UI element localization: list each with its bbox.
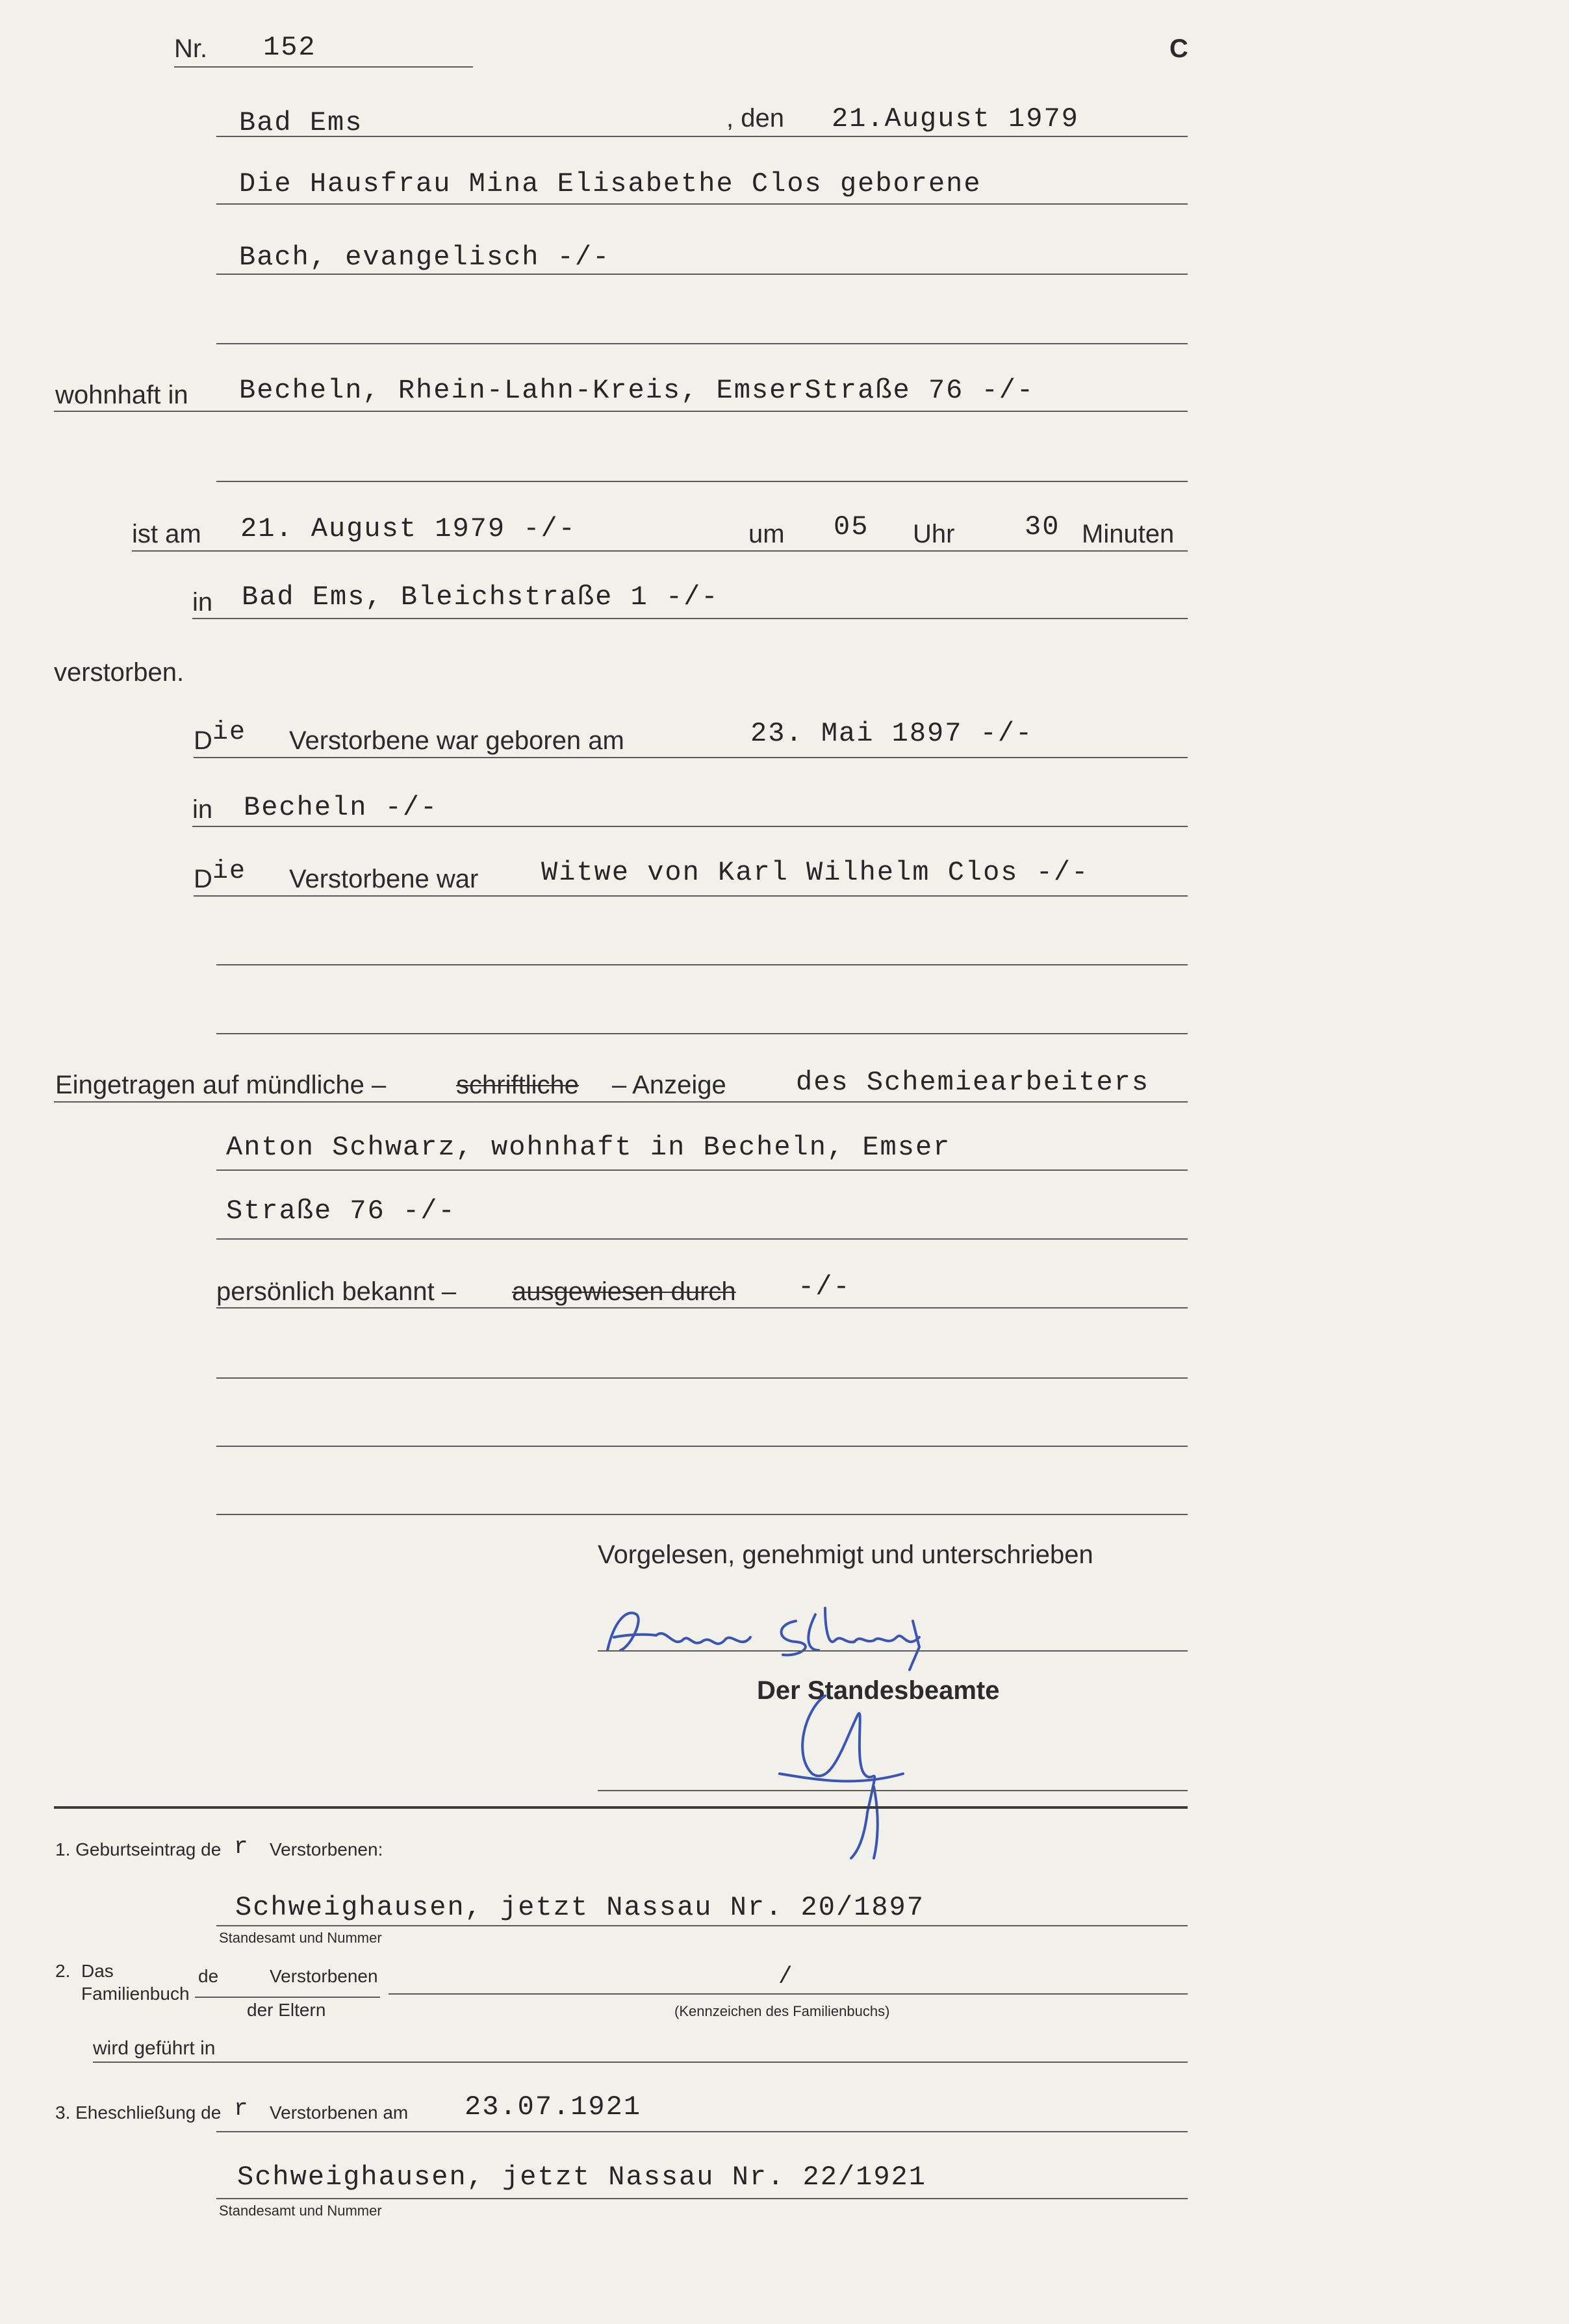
residence-line xyxy=(54,411,1188,412)
death-date-label: ist am xyxy=(132,520,201,548)
born-place-label: in xyxy=(192,795,213,824)
nr-underline xyxy=(174,66,473,68)
family-book-slash: / xyxy=(778,1963,794,1990)
status-line-3 xyxy=(216,1033,1188,1034)
register-date: 21.August 1979 xyxy=(832,103,1079,134)
marriage-place-line xyxy=(216,2198,1188,2199)
nr-label: Nr. xyxy=(174,34,208,63)
born-label: Verstorbene war geboren am xyxy=(289,726,624,755)
registration-struck: schriftliche xyxy=(456,1071,579,1099)
status-article-prefix: D xyxy=(194,865,212,893)
person-line-2 xyxy=(216,274,1188,275)
deceased-line-1: Die Hausfrau Mina Elisabethe Clos geborene xyxy=(239,168,982,199)
family-book-de: de xyxy=(198,1966,219,1986)
um-label: um xyxy=(748,520,785,548)
official-signature xyxy=(767,1657,910,1865)
family-book-de-line xyxy=(195,1997,380,1998)
marriage-caption: Standesamt und Nummer xyxy=(219,2203,382,2219)
footer-separator xyxy=(54,1806,1188,1809)
death-minutes: 30 xyxy=(1025,511,1060,543)
corner-letter: C xyxy=(1169,34,1188,63)
registration-suffix: – Anzeige xyxy=(612,1071,726,1099)
family-book-verstorbenen: Verstorbenen xyxy=(270,1966,378,1986)
known-line xyxy=(216,1307,1188,1309)
birth-entry-label: 1. Geburtseintrag de xyxy=(55,1839,222,1859)
informant-line-2: Anton Schwarz, wohnhaft in Becheln, Emser xyxy=(226,1132,951,1163)
blank-line-2 xyxy=(216,1446,1188,1447)
birth-entry-suffix: r xyxy=(234,1833,249,1860)
family-book-eltern: der Eltern xyxy=(247,2000,326,2020)
born-date-line xyxy=(194,757,1188,758)
marriage-suffix: r xyxy=(234,2095,249,2122)
informant-line-1: des Schemiearbeiters xyxy=(796,1067,1150,1098)
status-line-2 xyxy=(216,964,1188,965)
nr-value: 152 xyxy=(263,32,316,63)
status-label: Verstorbene war xyxy=(289,865,479,893)
blank-line-1 xyxy=(216,1377,1188,1379)
official-label: Der Standesbeamte xyxy=(757,1676,1000,1705)
born-article-suffix: ie xyxy=(212,718,247,747)
birth-entry-value: Schweighausen, jetzt Nassau Nr. 20/1897 xyxy=(235,1892,925,1923)
marriage-date: 23.07.1921 xyxy=(465,2091,642,2123)
known-struck: ausgewiesen durch xyxy=(512,1277,736,1306)
family-book-number-line xyxy=(389,1993,1188,1995)
status-article-suffix: ie xyxy=(212,857,247,886)
status-line xyxy=(194,895,1188,897)
informant-signature-line xyxy=(598,1650,1188,1652)
blank-line-3 xyxy=(216,1514,1188,1515)
marriage-date-line xyxy=(216,2131,1188,2132)
status-value: Witwe von Karl Wilhelm Clos -/- xyxy=(541,857,1090,888)
death-date-line xyxy=(132,550,1188,552)
death-date-value: 21. August 1979 -/- xyxy=(240,513,576,544)
family-book-kept-line xyxy=(93,2062,1188,2063)
informant-line-2-rule xyxy=(216,1169,1188,1171)
person-line-3 xyxy=(216,343,1188,344)
family-book-label-line1: Das xyxy=(81,1961,114,1981)
den-label: , den xyxy=(726,104,784,133)
residence-value: Becheln, Rhein-Lahn-Kreis, EmserStraße 76 -/- xyxy=(239,375,1035,406)
marriage-label2: Verstorbenen am xyxy=(270,2102,409,2123)
death-place-line xyxy=(192,618,1188,619)
registration-line xyxy=(54,1101,1188,1103)
registration-prefix: Eingetragen auf mündliche – xyxy=(55,1071,387,1099)
death-place-label: in xyxy=(192,588,213,617)
marriage-place: Schweighausen, jetzt Nassau Nr. 22/1921 xyxy=(237,2162,926,2193)
uhr-label: Uhr xyxy=(913,520,955,548)
wohnhaft-label: wohnhaft in xyxy=(55,381,188,409)
official-signature-line xyxy=(598,1790,1188,1791)
deceased-line-2: Bach, evangelisch -/- xyxy=(239,242,611,273)
birth-entry-label2: Verstorbenen: xyxy=(270,1839,383,1859)
residence-line-2 xyxy=(216,481,1188,482)
death-place-value: Bad Ems, Bleichstraße 1 -/- xyxy=(242,581,719,613)
born-place-value: Becheln -/- xyxy=(244,792,439,823)
death-hour: 05 xyxy=(834,511,869,543)
closing-statement: Vorgelesen, genehmigt und unterschrieben xyxy=(598,1540,1093,1569)
informant-line-3-rule xyxy=(216,1238,1188,1240)
marriage-label: 3. Eheschließung de xyxy=(55,2102,222,2123)
family-book-label-line2: Familienbuch xyxy=(81,1984,190,2004)
family-book-kept-label: wird geführt in xyxy=(93,2037,216,2059)
minuten-label: Minuten xyxy=(1082,520,1175,548)
register-place: Bad Ems xyxy=(239,107,363,138)
born-place-line xyxy=(192,826,1188,827)
known-prefix: persönlich bekannt – xyxy=(216,1277,457,1306)
family-book-caption: (Kennzeichen des Familienbuchs) xyxy=(674,2003,890,2019)
born-article-prefix: D xyxy=(194,726,212,755)
birth-entry-caption: Standesamt und Nummer xyxy=(219,1930,382,1946)
born-date-value: 23. Mai 1897 -/- xyxy=(750,718,1034,749)
place-date-line xyxy=(216,136,1188,137)
birth-entry-line xyxy=(216,1925,1188,1926)
informant-line-3: Straße 76 -/- xyxy=(226,1195,456,1227)
family-book-number: 2. xyxy=(55,1961,71,1981)
known-value: -/- xyxy=(798,1271,851,1303)
verstorben-label: verstorben. xyxy=(54,658,185,687)
person-line-1 xyxy=(216,203,1188,205)
